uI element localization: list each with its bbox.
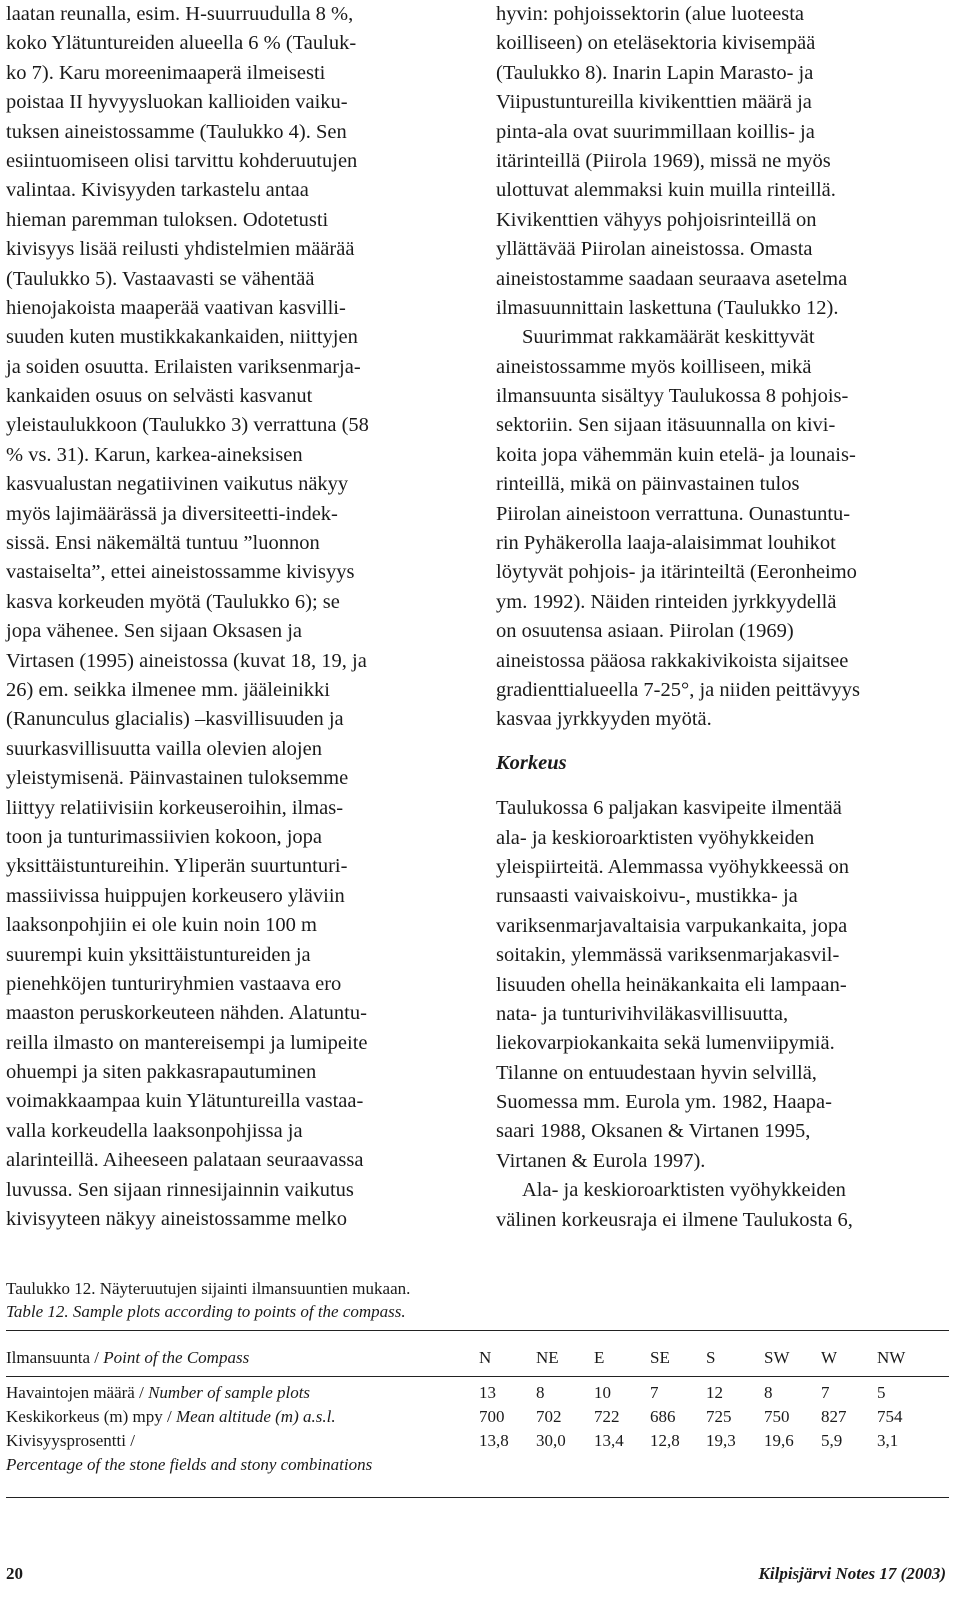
text-line: liittyy relatiivisiin korkeuseroihin, ilmas- xyxy=(6,796,344,819)
text-line: välinen korkeusraja ei ilmene Taulukosta 6, xyxy=(496,1208,853,1231)
text-line: kivisyyteen näkyy aineistossamme melko xyxy=(6,1208,348,1231)
text-line: ohuempi ja siten pakkasrapautuminen xyxy=(6,1061,317,1084)
table-cell: 750 xyxy=(764,1407,790,1426)
table-cell: 13,4 xyxy=(594,1431,624,1450)
text-line: gradienttialueella 7-25°, ja niiden peittävyys xyxy=(496,678,860,701)
text-line: yleistaulukkoon (Taulukko 3) verrattuna (58 xyxy=(6,414,369,437)
text-line: rin Pyhäkerolla laaja-alaisimmat louhikot xyxy=(496,532,836,555)
table-row-label xyxy=(6,1405,336,1429)
text-line: koita jopa vähemmän kuin etelä- ja lounais- xyxy=(496,443,856,466)
table-row-label-fi: Kivisyysprosentti / xyxy=(6,1431,135,1450)
table-column-header: SW xyxy=(764,1348,790,1367)
text-line: Suomessa mm. Eurola ym. 1982, Haapa- xyxy=(496,1091,832,1114)
text-line: luvussa. Sen sijaan rinnesijainnin vaikutus xyxy=(6,1178,354,1201)
table-cell: 19,6 xyxy=(764,1431,794,1450)
text-line: ym. 1992). Näiden rinteiden jyrkkyydellä xyxy=(496,590,837,613)
text-line: suuden kuten mustikkakankaiden, niittyjen xyxy=(6,326,358,349)
text-line: kivisyys lisää reilusti yhdistelmien määrää xyxy=(6,238,355,261)
table-row xyxy=(6,1381,949,1405)
table-cell: 30,0 xyxy=(536,1431,566,1450)
text-line: pinta-ala ovat suurimmillaan koillis- ja xyxy=(496,120,815,143)
text-line: ala- ja keskioroarktisten vyöhykkeiden xyxy=(496,826,815,849)
text-line: koilliseen) on eteläsektoria kivisempää xyxy=(496,32,816,55)
left-column xyxy=(6,0,458,1234)
section-heading-korkeus: Korkeus xyxy=(496,751,567,774)
text-line: alarinteillä. Aiheeseen palataan seuraavassa xyxy=(6,1149,364,1172)
table-cell: 722 xyxy=(594,1407,620,1426)
text-line: Virtasen (1995) aineistossa (kuvat 18, 19, ja xyxy=(6,649,367,672)
text-line: ja soiden osuutta. Erilaisten variksenmarja- xyxy=(6,355,361,378)
table-column-header: NW xyxy=(877,1348,906,1367)
table-cell: 827 xyxy=(821,1407,847,1426)
text-line: (Ranunculus glacialis) –kasvillisuuden ja xyxy=(6,708,344,731)
text-line: ulottuvat alemmaksi kuin muilla rinteillä. xyxy=(496,179,836,202)
text-line: lisuuden ohella heinäkankaita eli lampaan- xyxy=(496,973,847,996)
text-line: laaksonpohjiin ei ole kuin noin 100 m xyxy=(6,914,317,937)
table-row-label-fi: Keskikorkeus (m) mpy / xyxy=(6,1407,176,1426)
table-cell: 7 xyxy=(650,1383,659,1402)
table-cell: 19,3 xyxy=(706,1431,736,1450)
text-line: pienehköjen tunturiryhmien vastaava ero xyxy=(6,972,342,995)
text-line: runsaasti vaivaiskoivu-, mustikka- ja xyxy=(496,885,798,908)
text-line: Virtanen & Eurola 1997). xyxy=(496,1149,706,1172)
journal-title: Kilpisjärvi Notes 17 (2003) xyxy=(758,1564,946,1583)
table-column-header: SE xyxy=(650,1348,670,1367)
text-line: myös lajimäärässä ja diversiteetti-indek- xyxy=(6,502,338,525)
text-line: aineistostamme saadaan seuraava asetelma xyxy=(496,267,848,290)
text-line: sissä. Ensi näkemältä tuntuu ”luonnon xyxy=(6,532,320,555)
table-cell: 5 xyxy=(877,1383,886,1402)
table-header-block xyxy=(6,1346,949,1370)
text-line: hyvin: pohjoissektorin (alue luoteesta xyxy=(496,3,805,25)
text-line: koko Ylätuntureiden alueella 6 % (Tauluk- xyxy=(6,32,357,55)
table-row-label-fi: Havaintojen määrä / xyxy=(6,1383,149,1402)
text-line: (Taulukko 8). Inarin Lapin Marasto- ja xyxy=(496,61,814,84)
text-line: Ala- ja keskioroarktisten vyöhykkeiden xyxy=(522,1179,846,1202)
table-column-header: S xyxy=(706,1348,716,1367)
table-row-label-en: Percentage of the stone fields and stony combinations xyxy=(6,1455,373,1474)
table-column-header: NE xyxy=(536,1348,559,1367)
text-line: laatan reunalla, esim. H-suurruudulla 8 %, xyxy=(6,3,354,25)
table-cell: 725 xyxy=(706,1407,732,1426)
text-line: kasvaa jyrkkyyden myötä. xyxy=(496,708,712,731)
text-line: hieman paremman tuloksen. Odotetusti xyxy=(6,208,329,231)
table-row-label-en: Number of sample plots xyxy=(148,1383,311,1402)
text-line: yleistymisenä. Päinvastainen tuloksemme xyxy=(6,767,349,790)
text-line: reilla ilmasto on mantereisempi ja lumipeite xyxy=(6,1031,368,1054)
table-cell: 10 xyxy=(594,1383,611,1402)
table-row-continuation xyxy=(6,1453,949,1477)
text-line: Kivikenttien vähyys pohjoisrinteillä on xyxy=(496,208,817,231)
text-line: ilmasuunnittain laskettuna (Taulukko 12). xyxy=(496,296,839,319)
page-number: 20 xyxy=(6,1564,23,1583)
table-header-label: Ilmansuunta / Point of the Compass xyxy=(6,1348,250,1367)
table-bottom-rule xyxy=(6,1497,949,1498)
table-column-header: N xyxy=(479,1348,492,1367)
table-caption-en: Table 12. Sample plots according to points of the compass. xyxy=(6,1302,406,1321)
text-line: liekovarpiokankaita sekä lumenviipymiä. xyxy=(496,1032,835,1055)
text-line: valla korkeudella laaksonpohjissa ja xyxy=(6,1119,303,1142)
text-line: rinteillä, mikä on päinvastainen tulos xyxy=(496,473,800,496)
text-line: yksittäistuntureihin. Yliperän suurtunturi- xyxy=(6,855,348,878)
right-column-text-part1 xyxy=(496,0,948,735)
table-cell: 702 xyxy=(536,1407,562,1426)
text-line: sektoriin. Sen sijaan itäsuunnalla on kivi- xyxy=(496,414,836,437)
text-line: variksenmarjavaltaisia varpukankaita, jopa xyxy=(496,914,848,937)
table-cell: 686 xyxy=(650,1407,676,1426)
table-column-header: E xyxy=(594,1348,605,1367)
table-caption-fi: Taulukko 12. Näyteruutujen sijainti ilmansuuntien mukaan. xyxy=(6,1279,411,1298)
table-header-row xyxy=(6,1346,949,1370)
text-line: on osuutensa asiaan. Piirolan (1969) xyxy=(496,620,794,643)
text-line: suurkasvillisuutta vailla olevien alojen xyxy=(6,737,322,760)
table-top-rule xyxy=(6,1330,949,1331)
text-line: Tilanne on entuudestaan hyvin selvillä, xyxy=(496,1061,817,1084)
text-line: hienojakoista maaperää vaativan kasvilli- xyxy=(6,296,346,319)
table-cell: 12 xyxy=(706,1383,723,1402)
table-cell: 8 xyxy=(536,1383,545,1402)
text-line: esiintuomiseen olisi tarvittu kohderuutujen xyxy=(6,149,358,172)
text-line: yleispiirteitä. Alemmassa vyöhykkeessä on xyxy=(496,855,849,878)
text-line: maaston peruskorkeuteen nähden. Alatuntu- xyxy=(6,1002,367,1025)
table-row xyxy=(6,1405,949,1429)
text-line: 26) em. seikka ilmenee mm. jääleinikki xyxy=(6,678,330,701)
text-line: jopa vähenee. Sen sijaan Oksasen ja xyxy=(6,620,303,643)
table-caption xyxy=(6,1277,410,1323)
text-line: % vs. 31). Karun, karkea-aineksisen xyxy=(6,443,303,466)
table-row-label-en: Mean altitude (m) a.s.l. xyxy=(175,1407,336,1426)
text-line: kasvualustan negatiivinen vaikutus näkyy xyxy=(6,473,349,496)
text-line: itärinteillä (Piirola 1969), missä ne myös xyxy=(496,149,831,172)
text-line: löytyvät pohjois- ja itärinteiltä (Eeronheimo xyxy=(496,561,857,584)
text-line: aineistossa pääosa rakkakivikoista sijaitsee xyxy=(496,649,849,672)
table-cell: 5,9 xyxy=(821,1431,843,1450)
right-column xyxy=(496,0,948,1235)
table-row-label xyxy=(6,1381,310,1405)
table-cell: 8 xyxy=(764,1383,773,1402)
text-line: vastaiselta”, ettei aineistossamme kivisyys xyxy=(6,561,355,584)
text-line: aineistossamme myös koilliseen, mikä xyxy=(496,355,812,378)
table-cell: 13,8 xyxy=(479,1431,509,1450)
text-line: suurempi kuin yksittäistuntureiden ja xyxy=(6,943,311,966)
text-line: Suurimmat rakkamäärät keskittyvät xyxy=(522,326,815,349)
table-cell: 7 xyxy=(821,1383,830,1402)
text-line: tuksen aineistossamme (Taulukko 4). Sen xyxy=(6,120,347,143)
text-line: valintaa. Kivisyyden tarkastelu antaa xyxy=(6,179,309,202)
text-line: nata- ja tunturivihviläkasvillisuutta, xyxy=(496,1002,789,1025)
table-cell: 13 xyxy=(479,1383,496,1402)
text-line: massiivissa huippujen korkeusero yläviin xyxy=(6,884,345,907)
text-line: toon ja tunturimassiivien kokoon, jopa xyxy=(6,825,323,848)
table-cell: 754 xyxy=(877,1407,903,1426)
table-row xyxy=(6,1429,949,1453)
table-column-header: W xyxy=(821,1348,838,1367)
text-line: kasva korkeuden myötä (Taulukko 6); se xyxy=(6,590,340,613)
text-line: Taulukossa 6 paljakan kasvipeite ilmentää xyxy=(496,797,842,820)
text-line: poistaa II hyvyysluokan kallioiden vaiku- xyxy=(6,91,348,114)
table-header-rule xyxy=(6,1376,949,1377)
text-line: Viipustuntureilla kivikenttien määrä ja xyxy=(496,91,812,114)
table-body xyxy=(6,1381,949,1477)
table-cell: 700 xyxy=(479,1407,505,1426)
table-cell: 3,1 xyxy=(877,1431,899,1450)
text-line: kankaiden osuus on selvästi kasvanut xyxy=(6,385,313,408)
text-line: yllättävää Piirolan aineistossa. Omasta xyxy=(496,238,813,261)
text-line: saari 1988, Oksanen & Virtanen 1995, xyxy=(496,1120,811,1143)
text-line: (Taulukko 5). Vastaavasti se vähentää xyxy=(6,267,315,290)
table-row-label xyxy=(6,1429,135,1453)
text-line: ko 7). Karu moreenimaaperä ilmeisesti xyxy=(6,61,326,84)
text-line: ilmansuunta sisältyy Taulukossa 8 pohjois- xyxy=(496,385,849,408)
text-line: Piirolan aineistoon verrattuna. Ounastuntu- xyxy=(496,502,851,525)
text-line: voimakkaampaa kuin Ylätuntureilla vastaa- xyxy=(6,1090,364,1113)
table-cell: 12,8 xyxy=(650,1431,680,1450)
right-column-text-part2 xyxy=(496,794,948,1235)
text-line: soitakin, ylemmässä variksenmarjakasvil- xyxy=(496,944,840,967)
